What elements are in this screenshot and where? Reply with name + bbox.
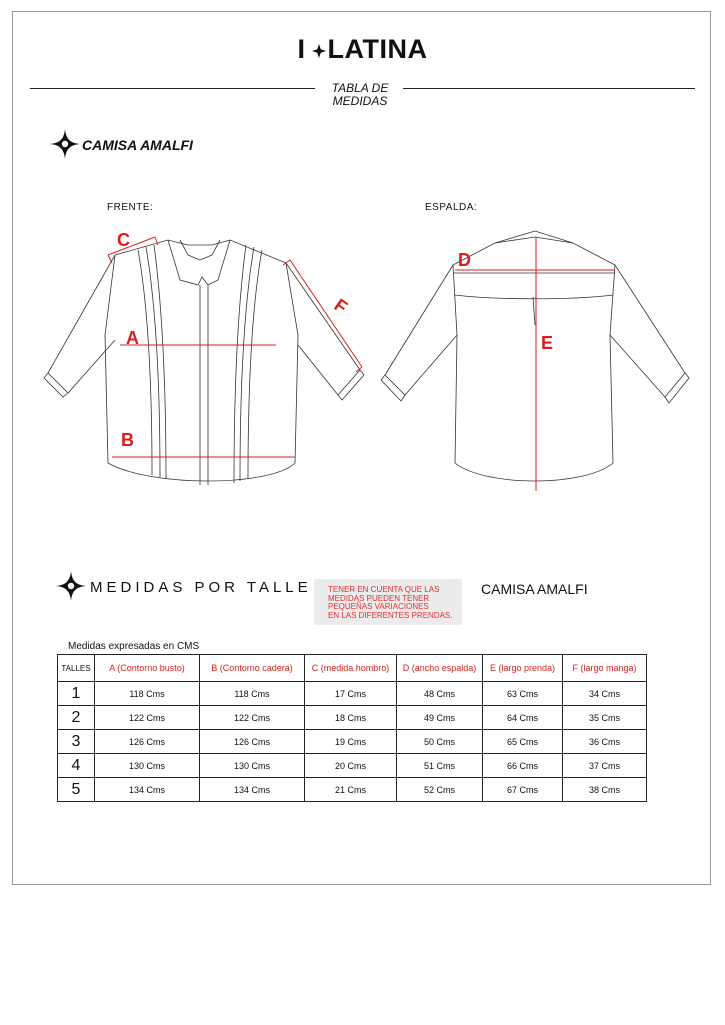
marker-d: D — [458, 250, 471, 270]
marker-c: C — [117, 230, 130, 250]
marker-f: F — [330, 294, 352, 318]
product-name: CAMISA AMALFI — [481, 581, 588, 597]
table-row: 5 134 Cms 134 Cms 21 Cms 52 Cms 67 Cms 38 Cms — [58, 778, 647, 802]
brand-right: LATINA — [327, 34, 428, 64]
page-subtitle: TABLA DE MEDIDAS — [331, 81, 389, 108]
brand-logo — [0, 34, 725, 65]
header-a: A (Contorno busto) — [95, 655, 200, 682]
header-talles: TALLES — [58, 655, 95, 682]
table-row: 1 118 Cms 118 Cms 17 Cms 48 Cms 63 Cms 34 Cms — [58, 682, 647, 706]
units-label: Medidas expresadas en CMS — [68, 641, 200, 652]
front-label: FRENTE: — [107, 202, 154, 213]
header-d: D (ancho espalda) — [397, 655, 483, 682]
brand-left: I — [297, 34, 306, 64]
size-table — [57, 654, 647, 802]
four-point-star-icon — [56, 571, 86, 601]
marker-e: E — [541, 333, 554, 353]
header-f: F (largo manga) — [563, 655, 647, 682]
table-header-row — [58, 655, 647, 682]
product-title: CAMISA AMALFI — [82, 137, 193, 153]
header-rule-right — [403, 88, 695, 89]
header-rule-left — [30, 88, 315, 89]
header-b: B (Contorno cadera) — [200, 655, 305, 682]
variation-note: TENER EN CUENTA QUE LAS MEDIDAS PUEDEN TENER PEQUEÑAS VARIACIONES EN LAS DIFERENTES PRENDAS. — [314, 579, 462, 625]
table-row: 4 130 Cms 130 Cms 20 Cms 51 Cms 66 Cms 37 Cms — [58, 754, 647, 778]
header-e: E (largo prenda) — [483, 655, 563, 682]
header-c: C (medida hombro) — [305, 655, 397, 682]
table-row: 2 122 Cms 122 Cms 18 Cms 49 Cms 64 Cms 35 Cms — [58, 706, 647, 730]
sizes-section-title: MEDIDAS POR TALLE — [90, 579, 312, 596]
four-point-star-icon — [312, 44, 326, 58]
shirt-back-drawing — [375, 225, 695, 495]
back-label: ESPALDA: — [425, 202, 478, 213]
marker-a: A — [126, 328, 139, 348]
table-row: 3 126 Cms 126 Cms 19 Cms 50 Cms 65 Cms 36 Cms — [58, 730, 647, 754]
shirt-front-drawing — [40, 225, 375, 495]
marker-b: B — [121, 430, 134, 450]
four-point-star-icon — [50, 129, 80, 159]
